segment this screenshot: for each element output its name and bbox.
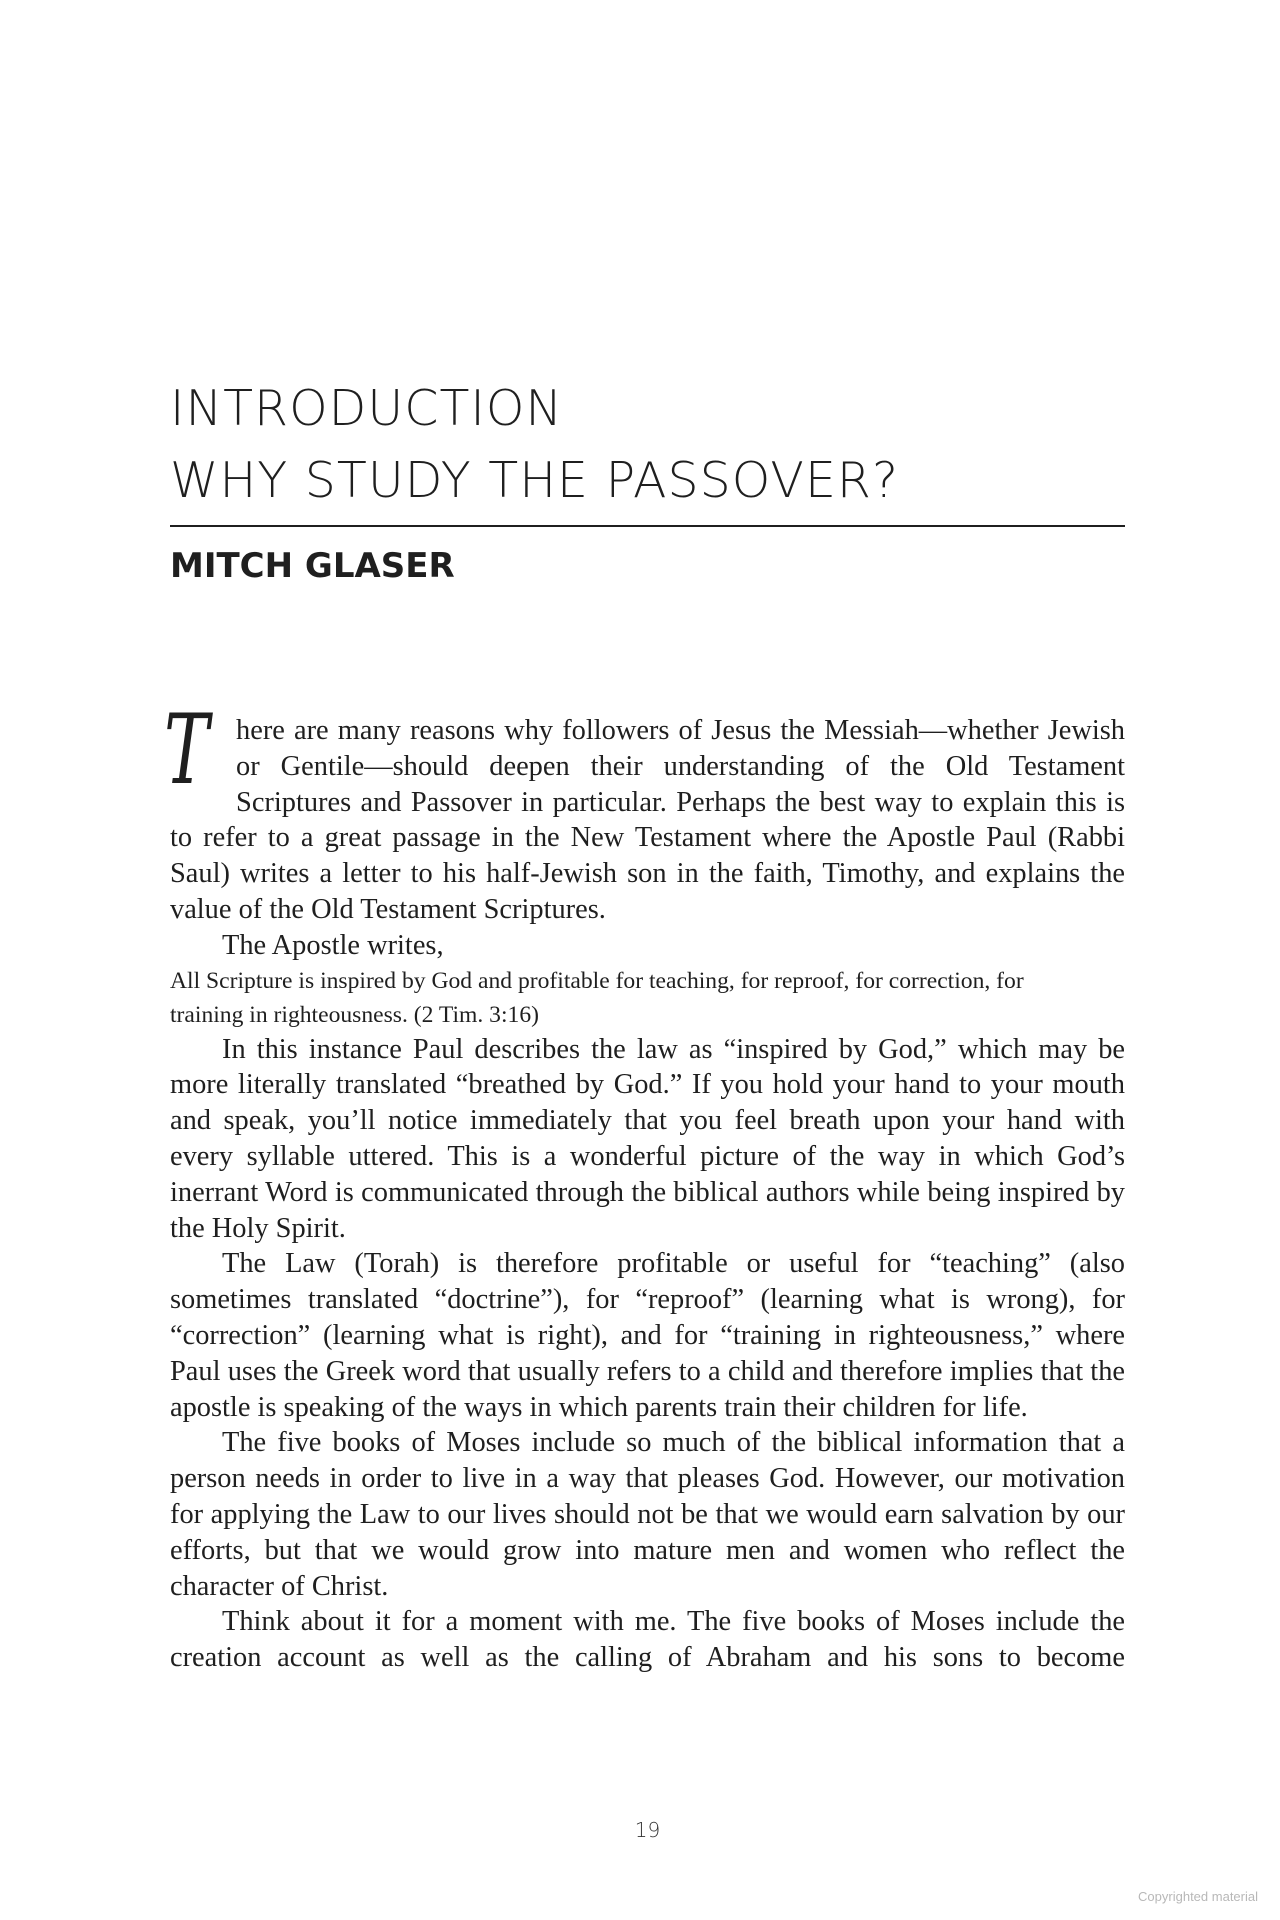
body-text [164, 694, 1125, 1676]
paragraph-2: The Apostle writes, [222, 929, 444, 961]
page-number: 19 [634, 1818, 661, 1842]
copyright-watermark: Copyrighted material [1138, 1889, 1258, 1904]
chapter-label: INTRODUCTION [170, 380, 564, 437]
title-divider [170, 525, 1125, 527]
paragraph-6: Think about it for a moment with me. The five books of Moses include the creation account as well as the calling of Abraham and his sons to become [170, 1606, 1125, 1674]
book-page [164, 0, 1125, 1920]
paragraph-3: In this instance Paul describes the law as “inspired by God,” which may be more literally translated “breathed by God.” If you hold your hand to your mouth and speak, you’ll notice immediately that you feel breath upon your hand with every syllable uttered. This is a wonderful picture of the way in which God’s inerrant Word is communicated through the biblical authors while being inspired by the Holy Spirit. [170, 1033, 1125, 1244]
paragraph-4: The Law (Torah) is therefore profitable or useful for “teaching” (also sometimes translated “doctrine”), for “reproof” (learning what is wrong), for “correction” (learning what is right), and for “training in righteousness,” where Paul uses the Greek word that usually refers to a child and therefore implies that the apostle is speaking of the ways in which parents train their children for life. [170, 1248, 1125, 1423]
paragraph-1-text: here are many reasons why followers of Jesus the Messiah—whether Jewish or Gentile—should deepen their understanding of the Old Testament Scriptures and Passover in particular. Perhaps the best way to explain this is to refer to a great passage in the New Testament where the Apostle Paul (Rabbi Saul) writes a letter to his half-Jewish son in the faith, Timothy, and explains the value of the Old Testament Scriptures. [170, 715, 1125, 925]
block-quote: All Scripture is inspired by God and profitable for teaching, for reproof, for correction, for training in righteousness. (2 Tim. 3:16) [170, 967, 1024, 1028]
chapter-author: MITCH GLASER [170, 546, 455, 586]
drop-cap: T [164, 694, 209, 806]
paragraph-5: The five books of Moses include so much of the biblical information that a person needs in order to live in a way that pleases God. However, our motivation for applying the Law to our lives should not be that we would earn salvation by our efforts, but that we would grow into mature men and women who reflect the character of Christ. [170, 1427, 1125, 1602]
paragraph-1 [164, 694, 1125, 928]
chapter-title: WHY STUDY THE PASSOVER? [170, 452, 899, 509]
